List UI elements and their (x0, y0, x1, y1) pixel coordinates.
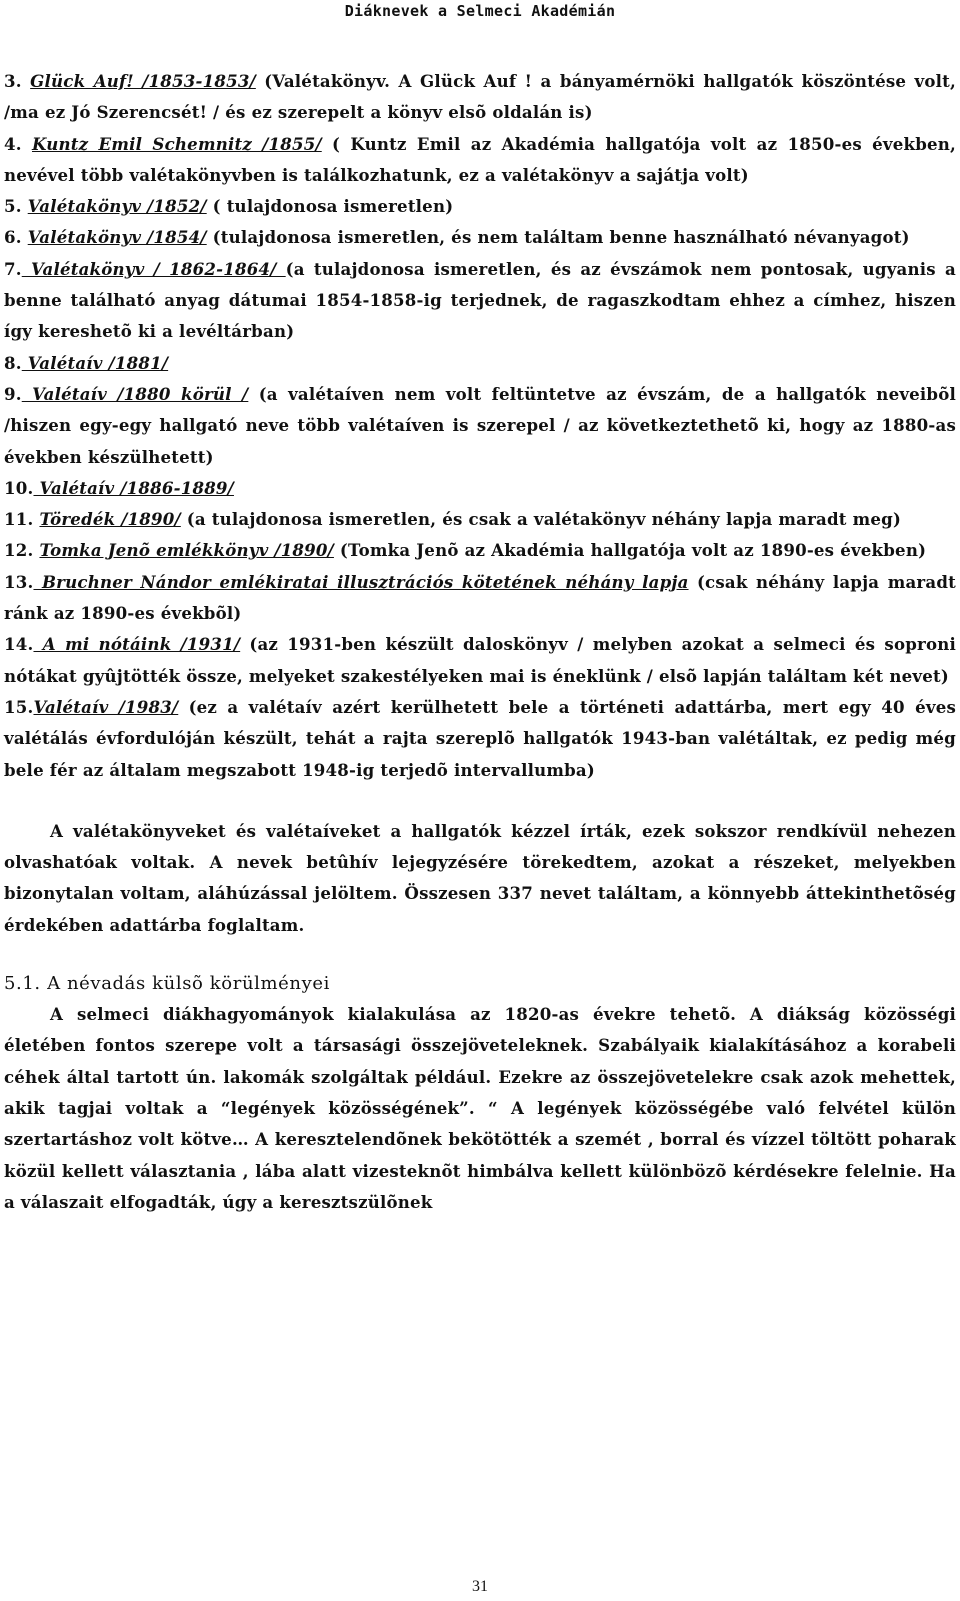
item-description: ( tulajdonosa ismeretlen) (206, 196, 454, 217)
item-number: 11. (4, 509, 40, 530)
list-item (4, 129, 956, 192)
list-item (4, 692, 956, 786)
item-title: A mi nótáink /1931/ (33, 634, 241, 655)
item-number: 9. (4, 383, 22, 404)
list-item (4, 629, 956, 692)
body-paragraph: A valétakönyveket és valétaíveket a hallgatók kézzel írták, ezek sokszor rendkívül nehezen olvashatóak voltak. A nevek betûhív lejegyzésére törekedtem, azokat a részeket, melyekben bizonytalan voltam, aláhúzással jelöltem. Összesen 337 nevet találtam, a könnyebb áttekinthetõség érdekében adattárba foglaltam. (4, 820, 956, 935)
list-item (4, 504, 956, 535)
list-item (4, 535, 956, 566)
list-item (4, 254, 956, 348)
item-number: 14. (4, 634, 34, 655)
item-number: 3. (4, 71, 31, 91)
list-item (4, 567, 956, 630)
item-description: (tulajdonosa ismeretlen, és nem találtam benne használható névanyagot) (206, 227, 910, 248)
item-title: Valétaív /1881/ (21, 352, 169, 373)
spacer (4, 786, 956, 816)
item-description: (Tomka Jenõ az Akadémia hallgatója volt az 1890-es években) (333, 540, 927, 561)
item-number: 10. (4, 477, 34, 498)
list-item (4, 379, 956, 473)
item-description: (a tulajdonosa ismeretlen, és az évszámok nem pontosak, ugyanis a benne található anyag dátumai 1854-1858-ig terjednek, de ragaszkodtam ehhez a címhez, hiszen így kereshetõ ki a levéltárban) (4, 258, 956, 342)
list-item (4, 191, 956, 222)
item-number: 7. (4, 258, 22, 279)
item-description: (a tulajdonosa ismeretlen, és csak a valétakönyv néhány lapja maradt meg) (180, 509, 902, 530)
item-title: Valétakönyv / 1862-1864/ (21, 258, 286, 279)
item-title: Valétakönyv /1854/ (27, 227, 207, 248)
item-number: 15. (4, 696, 34, 717)
list-item (4, 473, 956, 504)
item-title: Valétaív /1880 körül / (21, 383, 249, 404)
item-description: (ez a valétaív azért kerülhetett bele a történeti adattárba, mert egy 40 éves valétálás évfordulóján készült, tehát a rajta szereplõ hallgatók 1943-ban valétáltak, ez pedig még bele fér az általam megszabott 1948-ig terjedõ intervallumba) (4, 696, 956, 780)
section-paragraph: A selmeci diákhagyományok kialakulása az 1820-as évekre tehetõ. A diákság közösségi életében fontos szerepe volt a társasági összejöveteleknek. Szabályaik kialakításához a korabeli céhek által tartott ún. lakomák szolgáltak például. Ezekre az összejövetelekre csak azok mehettek, akik tagjai voltak a “legények közösségének”. “ A legények közösségébe való felvétel külön szertartáshoz volt kötve… A keresztelendõnek bekötötték a szemét , borral és vízzel töltött poharak közül kellett választania , lába alatt vizesteknõt himbálva kellett különbözõ kérdésekre felelnie. Ha a válaszait elfogadták, úgy a keresztszülõnek (4, 1004, 956, 1212)
item-title: Töredék /1890/ (39, 509, 181, 530)
source-list (4, 66, 956, 786)
item-description: (csak néhány lapja maradt ránk az 1890-es évekbõl) (4, 571, 956, 624)
list-item (4, 66, 956, 129)
running-header: Diáknevek a Selmeci Akadémián (344, 2, 616, 20)
item-title: Tomka Jenõ emlékkönyv /1890/ (39, 540, 334, 561)
page-number: 31 (472, 1578, 488, 1595)
item-title: Valétakönyv /1852/ (27, 196, 207, 217)
item-description: ( Kuntz Emil az Akadémia hallgatója volt az 1850-es években, nevével több valétakönyvben is találkozhatunk, ez a valétakönyv a sajátja volt) (4, 133, 956, 185)
item-title: Valétaív /1886-1889/ (33, 477, 234, 498)
item-title: Kuntz Emil Schemnitz /1855/ (32, 133, 322, 154)
list-item (4, 222, 956, 253)
page-content (4, 66, 956, 1218)
section-heading: 5.1. A névadás külsõ körülményei (4, 973, 330, 995)
spacer (4, 941, 956, 969)
item-number: 12. (4, 540, 40, 561)
item-number: 13. (4, 571, 34, 592)
list-item (4, 348, 956, 379)
item-title: Glück Auf! /1853-1853/ (30, 71, 256, 91)
item-description: (a valétaíven nem volt feltüntetve az évszám, de a hallgatók neveibõl /hiszen egy-egy hallgató neve több valétaíven is szerepel / az következtethetõ ki, hogy az 1880-as években készülhetett) (4, 383, 957, 467)
item-number: 5. (4, 196, 28, 217)
item-description: (Valétakönyv. A Glück Auf ! a bányamérnöki hallgatók köszöntése volt, /ma ez Jó Szerencsét! / és ez szerepelt a könyv elsõ oldalán is) (4, 71, 956, 123)
item-description: (az 1931-ben készült daloskönyv / melyben azokat a selmeci és soproni nótákat gyûjtötték össze, melyeket szakestélyeken mai is éneklünk / elsõ lapján találtam két nevet) (4, 634, 956, 686)
item-number: 4. (4, 133, 32, 154)
item-number: 8. (4, 352, 22, 373)
item-title: Valétaív /1983/ (33, 696, 179, 717)
item-number: 6. (4, 227, 28, 248)
item-title: Bruchner Nándor emlékiratai illusztrációs kötetének néhány lapja (33, 571, 689, 592)
